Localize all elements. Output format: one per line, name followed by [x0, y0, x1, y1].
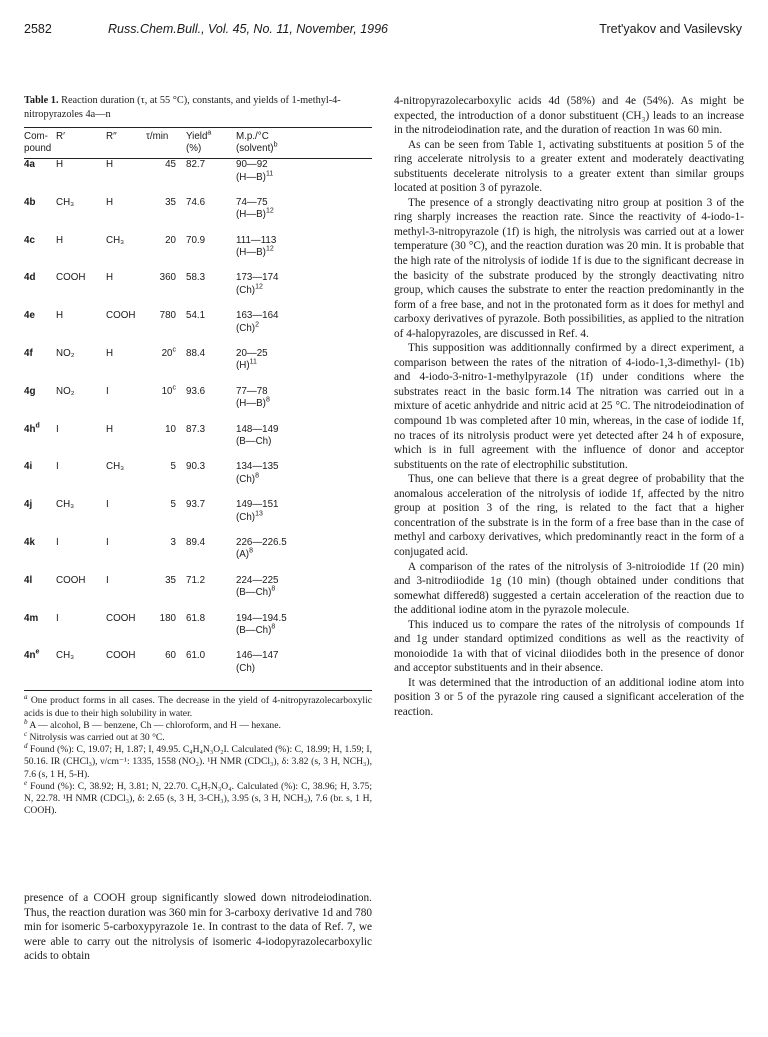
cell-tau: 5: [170, 461, 176, 473]
table-row: [24, 650, 372, 691]
col-compound: Com-pound: [24, 128, 56, 159]
cell-r1: I: [56, 423, 59, 435]
col-mp: M.p./°C (solvent)$^b$: [236, 128, 372, 159]
cell-yield: 90.3: [186, 461, 206, 473]
cell-r1: I: [56, 536, 59, 548]
table-caption: [24, 94, 372, 121]
page-number: 2582: [24, 22, 52, 36]
journal-citation: Russ.Chem.Bull., Vol. 45, No. 11, November, 1996: [108, 22, 388, 36]
cell-r1: CH₃: [56, 650, 106, 691]
cell-tau: 10: [165, 423, 176, 435]
cell-tau: 3: [170, 536, 176, 548]
cell-compound: 4e: [24, 310, 35, 322]
cell-r2: I: [106, 385, 109, 397]
cell-mp: 163—164 $(Ch)^2$: [236, 310, 279, 334]
cell-r2: CH₃: [106, 461, 125, 473]
cell-r2: H: [106, 196, 114, 208]
cell-r1: NO₂: [56, 385, 75, 397]
cell-yield: 71.2: [186, 574, 206, 586]
cell-yield: 61.8: [186, 612, 206, 624]
col-r2: R′′: [106, 128, 146, 159]
cell-compound: 4d: [24, 272, 36, 284]
cell-mp: 173—174 $(Ch)^{12}$: [236, 272, 279, 296]
cell-r1: H: [56, 234, 64, 246]
right-paragraph-5: Thus, one can believe that there is a great degree of probability that the anomalous acceleration of the nitrolysis of iodide 1f, affected by the nitro group at position 3 of the ring, is related to the fact that a higher concentration of the substrate is in the form of a free base than in the case of methyl and carboxy derivatives, which predominantly react in the form of a conjugated acid.: [394, 473, 744, 558]
right-paragraph-4: This supposition was additionnally confirmed by a direct experiment, a comparison between the rates of the nitration of 4-iodo-1,3-dimethyl- (1b) and 4-iodo-3-nitro-1-methylpyrazole (1f) under conditions where the substrates react in the basic form.14 The nitration was carried out in a mixture of acetic anhydride and nitric acid at 25 °C. The nitrodeiodination of compound 1b was completed after 10 min, whereas, in the case of iodide 1f, no traces of its nitrolysis product were yet detected after 24 h of exposure, which is in full agreement with the influence of donor and acceptor substituents on the rate of electrophilic substitution.: [394, 342, 744, 471]
cell-compound: 4f: [24, 347, 33, 359]
col-r1: R′: [56, 128, 106, 159]
table-row: [24, 348, 372, 386]
cell-tau: 360: [159, 272, 176, 284]
cell-r1: I: [56, 612, 59, 624]
cell-yield: 89.4: [186, 536, 206, 548]
running-authors: Tret'yakov and Vasilevsky: [599, 22, 742, 36]
cell-yield: 70.9: [186, 234, 206, 246]
table-row: [24, 575, 372, 613]
cell-mp: 20—25 $(H)^{11}$: [236, 347, 268, 372]
cell-tau: 35: [165, 196, 176, 208]
cell-mp: 90—92 (H—B)$^{11}$: [236, 159, 274, 183]
cell-mp: 111—113 (H—B)$^{12}$: [236, 234, 277, 259]
cell-compound: 4k: [24, 536, 35, 548]
cell-r2: H: [106, 423, 114, 435]
cell-compound: 4g: [24, 385, 36, 397]
cell-tau: 35: [165, 574, 176, 586]
cell-mp: 74—75 (H—B)$^{12}$: [236, 196, 274, 221]
cell-mp: 149—151 $(Ch)^{13}$: [236, 499, 279, 523]
cell-compound: 4a: [24, 159, 35, 170]
cell-r2: COOH: [106, 310, 136, 322]
cell-compound: 4m: [24, 612, 39, 624]
left-paragraph: presence of a COOH group significantly slowed down nitrodeiodination. Thus, the reaction duration was 360 min for 3-carboxy derivative 1d and 780 min for isomeric 5-carboxypyrazole 1e. In contrast to the data of Ref. 7, we were able to carry out the nitrolysis of isomeric 4-iodopyrazolecarboxylic acids to obtain: [24, 892, 372, 963]
cell-yield: 54.1: [186, 310, 206, 322]
table-row: [24, 159, 372, 197]
cell-yield: 93.6: [186, 385, 206, 397]
cell-yield: 82.7: [186, 159, 206, 170]
table-header-row: [24, 128, 372, 159]
cell-tau: 180: [159, 612, 176, 624]
cell-yield: 58.3: [186, 272, 206, 284]
cell-r2: COOH: [106, 612, 136, 624]
cell-yield: 88.4: [186, 347, 206, 359]
table-row: [24, 386, 372, 424]
cell-r1: CH₃: [56, 196, 75, 208]
cell-r2: H: [106, 347, 114, 359]
cell-tau: 20: [165, 234, 176, 246]
right-column: [394, 94, 744, 720]
cell-compound: $4h^d$: [24, 422, 40, 435]
cell-compound: 4i: [24, 461, 33, 473]
table-row: [24, 461, 372, 499]
footnote-c: $^c$ Nitrolysis was carried out at 30 °C.: [24, 729, 165, 743]
cell-r2: CH₃: [106, 234, 125, 246]
cell-compound: 4b: [24, 196, 36, 208]
footnote-a: $^a$ One product forms in all cases. The decrease in the yield of 4-nitropyrazolecarboxylic acids is due to their high solubility in water.: [24, 693, 372, 719]
footnote-e: $^e$ Found (%): C, 38.92; H, 3.81; N, 22.70. C₆H₇N₃O₄. Calculated (%): C, 38.96; H, 3.75; N, 22.78. ¹H NMR (CDCl₃), δ: 2.65 (s, 3 H, 3-CH₃), 3.95 (s, 3 H, NCH₃), 7.6 (br. s, 1 H, COOH).: [24, 778, 372, 817]
cell-tau: 780: [159, 310, 176, 322]
table-row: [24, 310, 372, 348]
table-caption-text: Reaction duration (τ, at 55 °C), constants, and yields of 1-methyl-4-nitropyrazoles 4a—n: [24, 95, 341, 120]
table-row: [24, 499, 372, 537]
table-label: Table 1.: [24, 95, 59, 106]
right-paragraph-8: It was determined that the introduction of an additional iodine atom into position 3 or 5 of the pyrazole ring caused a significant acceleration of the reaction.: [394, 676, 744, 718]
col-tau: τ/min: [146, 128, 186, 159]
footnote-b: $^b$ A — alcohol, B — benzene, Ch — chloroform, and H — hexane.: [24, 717, 281, 731]
cell-r2: I: [106, 574, 109, 586]
cell-yield: 93.7: [186, 499, 206, 511]
cell-compound: $4n^e$: [24, 650, 56, 691]
table-row: [24, 537, 372, 575]
table-row: [24, 272, 372, 310]
cell-mp: 194—194.5 (B—Ch)$^8$: [236, 612, 287, 637]
cell-tau: 5: [170, 499, 176, 511]
cell-r2: COOH: [106, 650, 146, 691]
cell-mp: 148—149 (B—Ch): [236, 423, 279, 448]
cell-r1: I: [56, 461, 59, 473]
cell-r2: H: [106, 272, 114, 284]
cell-tau: 60: [146, 650, 186, 691]
cell-mp: 146—147 (Ch): [236, 650, 372, 691]
cell-compound: 4l: [24, 574, 33, 586]
cell-r1: NO₂: [56, 347, 75, 359]
table-body: [24, 159, 372, 691]
cell-r1: H: [56, 159, 64, 170]
cell-tau: 20$^c$: [161, 346, 176, 359]
cell-yield: 61.0: [186, 650, 236, 691]
table-row: [24, 613, 372, 651]
cell-mp: 134—135 $(Ch)^8$: [236, 461, 279, 485]
left-column: [24, 94, 372, 817]
col-yield: Yield$^a$ (%): [186, 128, 236, 159]
table-row: [24, 424, 372, 462]
cell-r2: I: [106, 499, 109, 511]
right-paragraph-3: The presence of a strongly deactivating nitro group at position 3 of the ring sharply increases the reaction rate. Since the reactivity of 4-iodo-1-methyl-3-nitropyrazole (1f) is high, the nitrolysis was carried out at a lower temperature (30 °C), and the reaction duration was 20 min. It is probable that the high rate of the nitrolysis of iodide 1f is due to the significant decrease in the basicity of the substrate produced by the strongly deactivating nitro group, which causes the substrate to enter the reaction predominantly in the form of a free base, and not in the protonated form as it does for methyl and carboxy derivatives of pyrazole. Both possibilities, as applied to the nitration of 4-halopyrazoles, are discussed in Ref. 4.: [394, 196, 744, 340]
results-table: [24, 127, 372, 691]
cell-r1: H: [56, 310, 64, 322]
cell-yield: 74.6: [186, 196, 206, 208]
cell-r2: H: [106, 159, 114, 170]
right-paragraph-2: As can be seen from Table 1, activating substituents at position 5 of the ring accelerate nitrolysis to a greater extent and moderately deactivating substituents decelerate nitrolysis to a greater extent than similar groups located at position 3 of pyrazole.: [394, 138, 744, 195]
cell-r1: COOH: [56, 574, 86, 586]
cell-r1: CH₃: [56, 499, 75, 511]
cell-r2: I: [106, 536, 109, 548]
cell-compound: 4j: [24, 499, 33, 511]
table-row: [24, 197, 372, 235]
table-footnotes: [24, 695, 372, 817]
cell-compound: 4c: [24, 234, 35, 246]
left-column-body: [24, 891, 372, 964]
cell-mp: 226—226.5 $(A)^8$: [236, 536, 287, 561]
cell-mp: 224—225 (B—Ch)$^8$: [236, 574, 279, 599]
right-paragraph-6: A comparison of the rates of the nitrolysis of 3-nitroiodide 1f (20 min) and 3-nitrodiiodide 1g (10 min) (though obtained under conditions that somewhat differed8) suggested a certain acceleration of the reaction due to the additional iodine atom in the pyrazole molecule.: [394, 560, 744, 617]
page-header: [24, 22, 742, 42]
cell-tau: 45: [165, 159, 176, 170]
right-paragraph-1: 4-nitropyrazolecarboxylic acids 4d (58%) and 4e (54%). As might be expected, the introduction of a donor substituent (CH₃) leads to an increase in the nitrodeiodination rate, and the duration of reaction 1n was 60 min.: [394, 95, 744, 137]
cell-r1: COOH: [56, 272, 86, 284]
cell-yield: 87.3: [186, 423, 206, 435]
footnote-d: $^d$ Found (%): C, 19.07; H, 1.87; I, 49.95. C₄H₄N₃O₂I. Calculated (%): C, 18.99; H, 1.59; I, 50.16. IR (CHCl₃), ν/cm⁻¹: 1335, 1558 (NO₂). ¹H NMR (CDCl₃), δ: 3.82 (s, 3 H, NCH₃), 7.6 (s, 1 H, 5-H).: [24, 741, 372, 780]
cell-mp: 77—78 (H—B)$^8$: [236, 385, 270, 410]
cell-tau: 10$^c$: [161, 384, 176, 397]
right-paragraph-7: This induced us to compare the rates of the nitrolysis of compounds 1f and 1g under standard optimized conditions as well as the reactivity of monoiodide 1a with that of vicinal diiodides both in the presence of donor and acceptor substituents and in their absence.: [394, 618, 744, 675]
table-row: [24, 235, 372, 273]
